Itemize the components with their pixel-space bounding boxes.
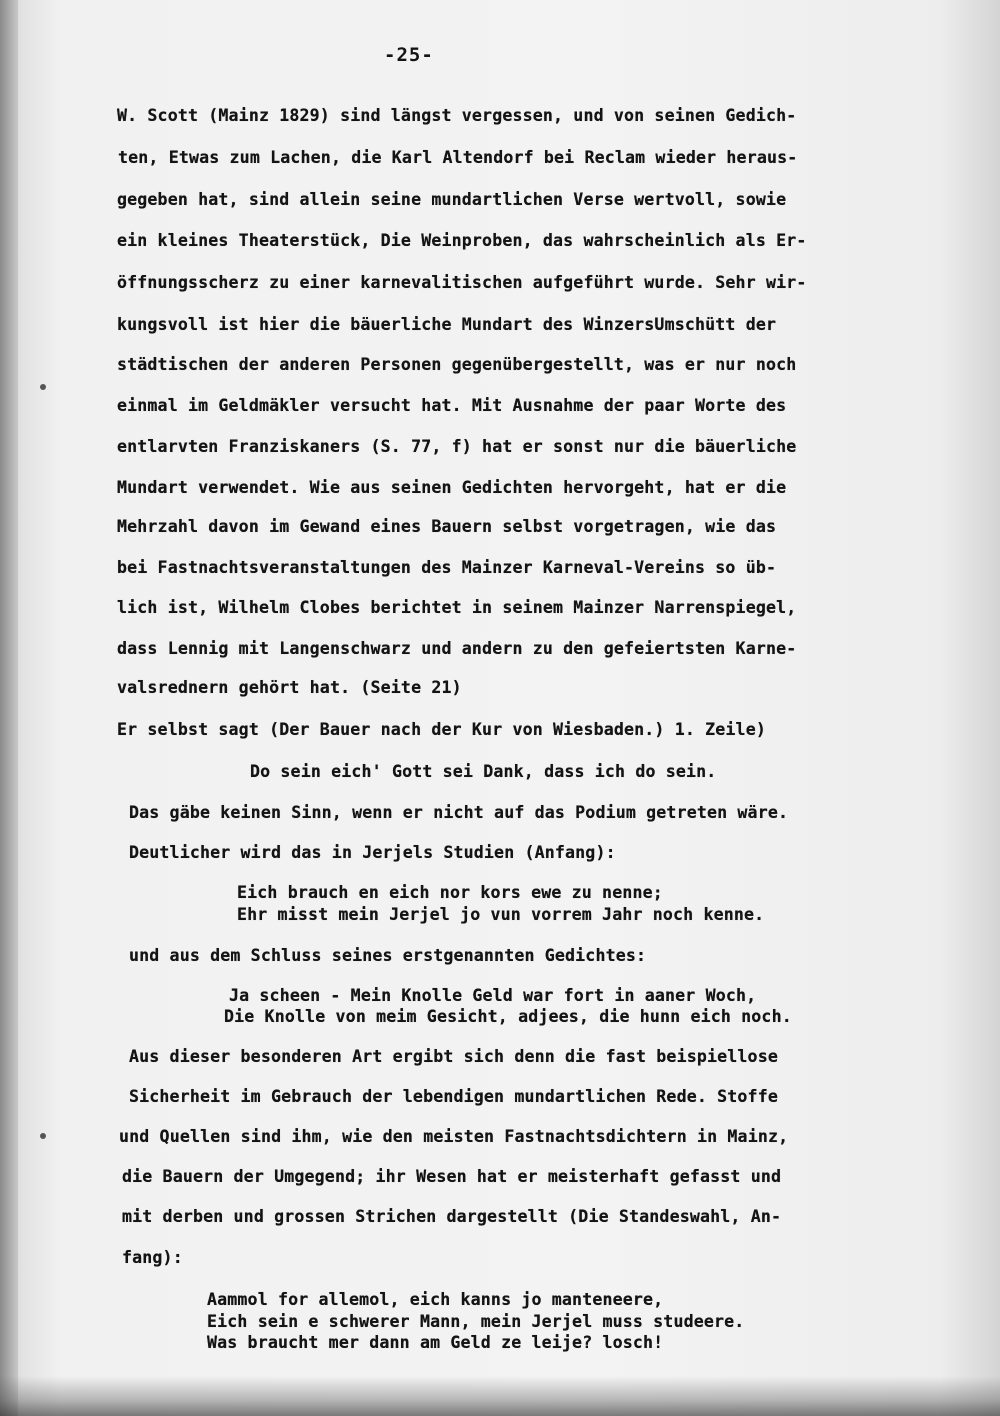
text-line: entlarvten Franziskaners (S. 77, f) hat er sonst nur die bäuerliche [117,437,797,456]
text-line: einmal im Geldmäkler versucht hat. Mit Ausnahme der paar Worte des [117,396,787,415]
text-line: valsrednern gehört hat. (Seite 21) [117,678,462,697]
text-line: Er selbst sagt (Der Bauer nach der Kur von Wiesbaden.) 1. Zeile) [117,720,766,739]
text-line: die Bauern der Umgegend; ihr Wesen hat er meisterhaft gefasst und [122,1167,782,1186]
verse-line: Was braucht mer dann am Geld ze leije? losch! [207,1333,664,1352]
text-line: und Quellen sind ihm, wie den meisten Fastnachtsdichtern in Mainz, [119,1127,789,1146]
text-line: fang): [122,1248,183,1267]
verse-line: Ehr misst mein Jerjel jo vun vorrem Jahr noch kenne. [237,905,765,924]
text-line: öffnungsscherz zu einer karnevalitischen aufgeführt wurde. Sehr wir- [117,273,807,292]
text-line: ein kleines Theaterstück, Die Weinproben, das wahrscheinlich als Er- [117,231,807,250]
text-line: städtischen der anderen Personen gegenübergestellt, was er nur noch [117,355,797,374]
text-line: Deutlicher wird das in Jerjels Studien (Anfang): [129,843,616,862]
text-line: Mundart verwendet. Wie aus seinen Gedichten hervorgeht, hat er die [117,478,787,497]
verse-line: Do sein eich' Gott sei Dank, dass ich do sein. [250,762,717,781]
text-line: Mehrzahl davon im Gewand eines Bauern selbst vorgetragen, wie das [117,517,777,536]
scan-edge-shadow [0,0,18,1416]
text-line: Sicherheit im Gebrauch der lebendigen mundartlichen Rede. Stoffe [129,1087,778,1106]
text-line: mit derben und grossen Strichen dargestellt (Die Standeswahl, An- [122,1207,782,1226]
text-line: und aus dem Schluss seines erstgenannten Gedichtes: [129,946,647,965]
text-line: kungsvoll ist hier die bäuerliche Mundart des WinzersUmschütt der [117,315,777,334]
text-line: dass Lennig mit Langenschwarz und andern zu den gefeiertsten Karne- [117,639,797,658]
verse-line: Die Knolle von meim Gesicht, adjees, die hunn eich noch. [224,1007,792,1026]
verse-line: Ja scheen - Mein Knolle Geld war fort in aaner Woch, [229,986,757,1005]
text-line: bei Fastnachtsveranstaltungen des Mainzer Karneval-Vereins so üb- [117,558,777,577]
verse-line: Aammol for allemol, eich kanns jo manteneere, [207,1290,664,1309]
page-number: -25- [384,44,434,66]
text-line: W. Scott (Mainz 1829) sind längst vergessen, und von seinen Gedich- [117,106,797,125]
punch-hole-mark [40,384,46,390]
text-line: Das gäbe keinen Sinn, wenn er nicht auf das Podium getreten wäre. [129,803,789,822]
punch-hole-mark [40,1133,46,1139]
text-line: ten, Etwas zum Lachen, die Karl Altendorf bei Reclam wieder heraus- [118,148,798,167]
verse-line: Eich sein e schwerer Mann, mein Jerjel muss studeere. [207,1312,745,1331]
text-line: lich ist, Wilhelm Clobes berichtet in seinem Mainzer Narrenspiegel, [117,598,797,617]
scan-bottom-shadow [0,1376,1000,1416]
verse-line: Eich brauch en eich nor kors ewe zu nenne; [237,883,663,902]
text-line: gegeben hat, sind allein seine mundartlichen Verse wertvoll, sowie [117,190,787,209]
text-line: Aus dieser besonderen Art ergibt sich denn die fast beispiellose [129,1047,778,1066]
